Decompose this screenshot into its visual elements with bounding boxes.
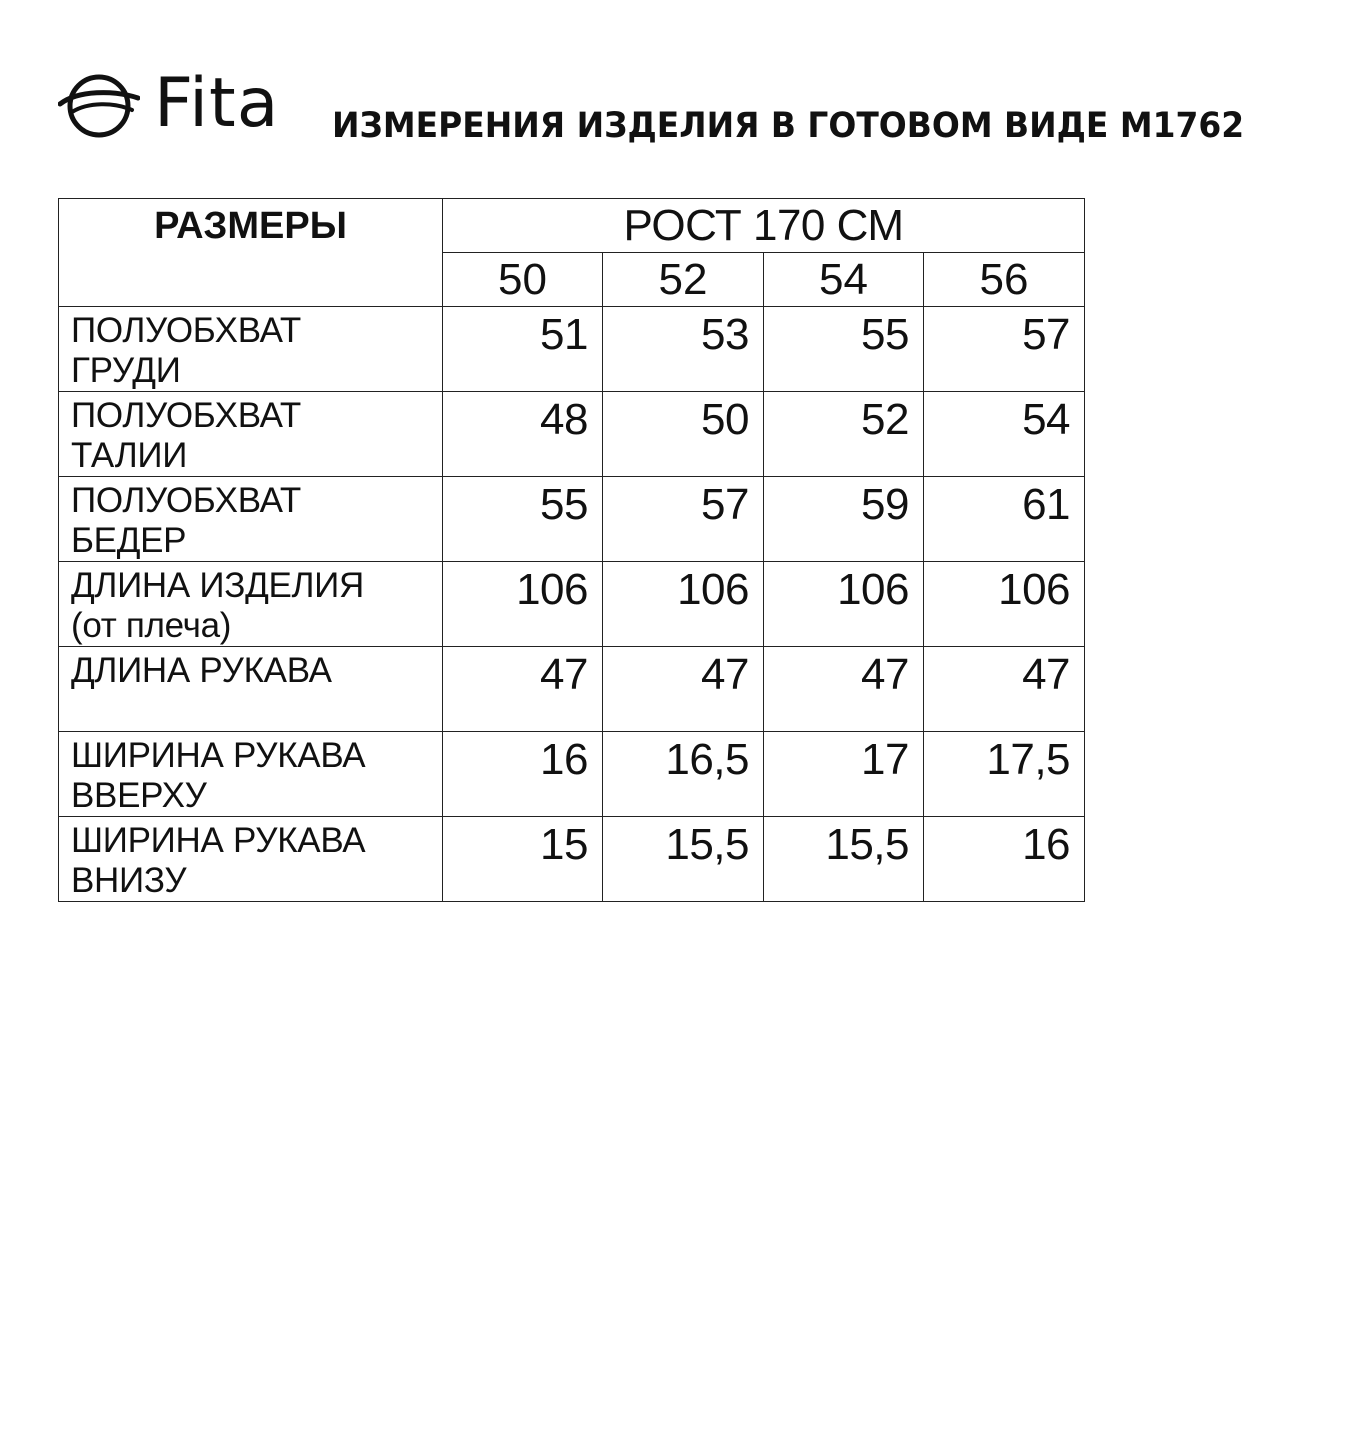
label-line: ПОЛУОБХВАТ	[71, 396, 301, 435]
value-cell: 16	[924, 817, 1085, 902]
label-line: ШИРИНА РУКАВА	[71, 821, 366, 860]
label-line: ПОЛУОБХВАТ	[71, 481, 301, 520]
table-row	[59, 817, 1085, 902]
value-cell: 47	[603, 647, 764, 732]
measurement-label	[59, 647, 443, 732]
value-cell: 57	[603, 477, 764, 562]
size-table	[58, 198, 1085, 902]
measurement-label	[59, 732, 443, 817]
header	[58, 62, 1298, 152]
measurement-label	[59, 817, 443, 902]
value-cell: 15,5	[764, 817, 924, 902]
size-header-cell: 52	[603, 253, 764, 307]
value-cell: 16,5	[603, 732, 764, 817]
label-line: (от плеча)	[71, 606, 232, 645]
value-cell: 17,5	[924, 732, 1085, 817]
table-row	[59, 562, 1085, 647]
size-header-cell: 56	[924, 253, 1085, 307]
measurement-label	[59, 307, 443, 392]
brand-logo	[58, 62, 298, 146]
table-row	[59, 477, 1085, 562]
value-cell: 48	[443, 392, 603, 477]
value-cell: 59	[764, 477, 924, 562]
value-cell: 55	[443, 477, 603, 562]
value-cell: 17	[764, 732, 924, 817]
value-cell: 47	[924, 647, 1085, 732]
label-line: ВВЕРХУ	[71, 776, 207, 815]
fita-logo-icon	[58, 66, 140, 142]
label-line: ШИРИНА РУКАВА	[71, 736, 366, 775]
table-header-row	[59, 199, 1085, 253]
size-header-cell: 50	[443, 253, 603, 307]
label-line: ДЛИНА РУКАВА	[71, 651, 332, 690]
value-cell: 57	[924, 307, 1085, 392]
value-cell: 106	[924, 562, 1085, 647]
value-cell: 106	[443, 562, 603, 647]
value-cell: 54	[924, 392, 1085, 477]
label-line: ВНИЗУ	[71, 861, 187, 900]
value-cell: 15,5	[603, 817, 764, 902]
value-cell: 15	[443, 817, 603, 902]
table-row	[59, 647, 1085, 732]
label-line: ГРУДИ	[71, 351, 181, 390]
value-cell: 61	[924, 477, 1085, 562]
value-cell: 52	[764, 392, 924, 477]
measurement-label	[59, 562, 443, 647]
value-cell: 106	[603, 562, 764, 647]
value-cell: 47	[764, 647, 924, 732]
sizes-header: РАЗМЕРЫ	[59, 199, 443, 307]
height-header: РОСТ 170 СМ	[443, 199, 1085, 253]
label-line: ТАЛИИ	[71, 436, 188, 475]
value-cell: 106	[764, 562, 924, 647]
measurement-label	[59, 392, 443, 477]
table-row	[59, 732, 1085, 817]
value-cell: 47	[443, 647, 603, 732]
value-cell: 55	[764, 307, 924, 392]
table-row	[59, 392, 1085, 477]
document-title: ИЗМЕРЕНИЯ ИЗДЕЛИЯ В ГОТОВОМ ВИДЕ М1762	[332, 106, 1245, 146]
measurement-label	[59, 477, 443, 562]
logo-text: Fita	[154, 64, 280, 143]
label-line: ДЛИНА ИЗДЕЛИЯ	[71, 566, 365, 605]
value-cell: 16	[443, 732, 603, 817]
size-header-cell: 54	[764, 253, 924, 307]
label-line: БЕДЕР	[71, 521, 187, 560]
value-cell: 53	[603, 307, 764, 392]
table-row	[59, 307, 1085, 392]
label-line: ПОЛУОБХВАТ	[71, 311, 301, 350]
value-cell: 51	[443, 307, 603, 392]
value-cell: 50	[603, 392, 764, 477]
